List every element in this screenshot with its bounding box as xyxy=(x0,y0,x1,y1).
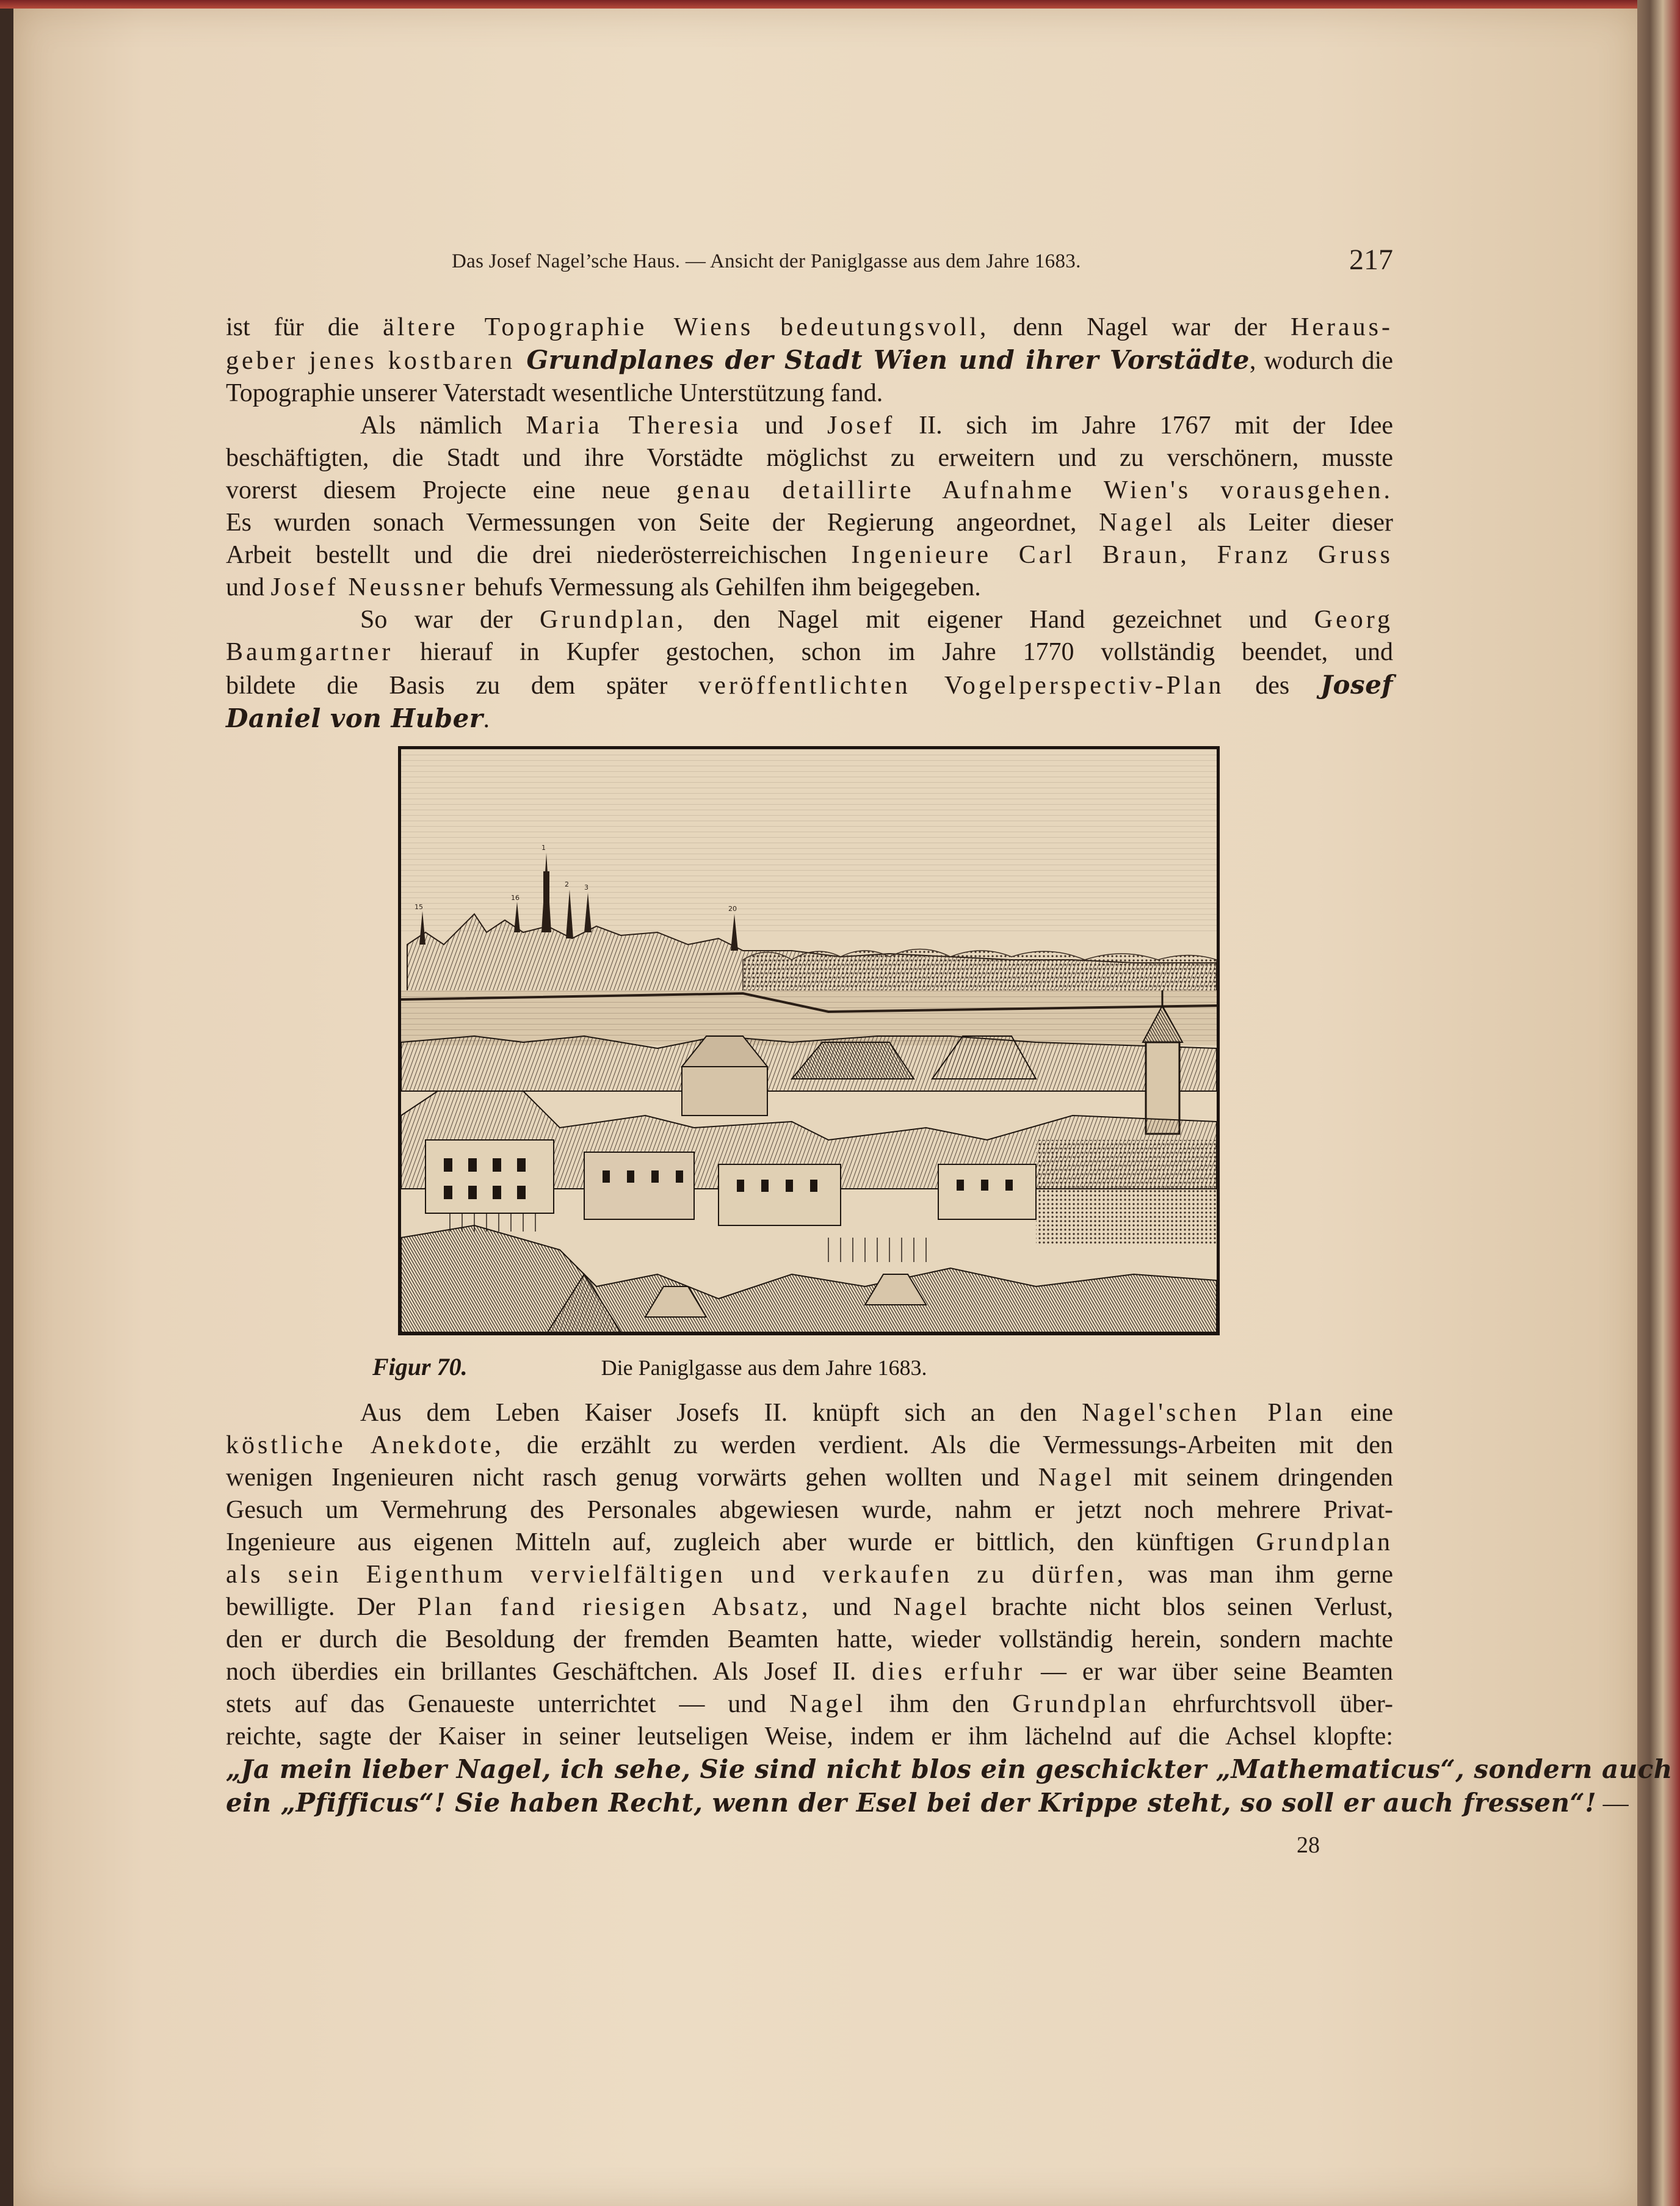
text-line: köstliche Anekdote, die erzählt zu werden verdient. Als die Vermessungs-Arbeiten mit den xyxy=(226,1431,1393,1459)
text-line: Daniel von Huber. xyxy=(226,703,490,733)
engraving-mark: 3 xyxy=(584,883,588,891)
text-line: und Josef Neussner behufs Vermessung als Gehilfen ihm beigegeben. xyxy=(226,573,981,601)
signature-mark: 28 xyxy=(1297,1832,1320,1858)
text-line: bildete die Basis zu dem später veröffentlichten Vogelperspectiv-Plan des Josef xyxy=(226,670,1393,700)
text-line: reichte, sagte der Kaiser in seiner leutseligen Weise, indem er ihm lächelnd auf die Achsel klopfte: xyxy=(226,1722,1393,1751)
text-line: Ingenieure aus eigenen Mitteln auf, zugleich aber wurde er bittlich, den künftigen Grundplan xyxy=(226,1528,1393,1556)
text-line: Als nämlich Maria Theresia und Josef II. sich im Jahre 1767 mit der Idee xyxy=(360,412,1394,440)
engraving-mark: 1 xyxy=(541,844,546,852)
engraving-illustration xyxy=(401,749,1217,1332)
text-line: Baumgartner hierauf in Kupfer gestochen, schon im Jahre 1770 vollständig beendet, und xyxy=(226,638,1393,666)
page-number: 217 xyxy=(1349,244,1393,276)
bottom-text-block xyxy=(226,1397,1673,1820)
text-line: ein „Pfifficus“! Sie haben Recht, wenn der Esel bei der Krippe steht, so soll er auch fressen“! — xyxy=(226,1788,1629,1818)
text-line: bewilligte. Der Plan fand riesigen Absatz, und Nagel brachte nicht blos seinen Verlust, xyxy=(226,1593,1393,1621)
text-line: den er durch die Besoldung der fremden Beamten hatte, wieder vollständig herein, sondern machte xyxy=(226,1625,1393,1653)
text-line: noch überdies ein brillantes Geschäftchen. Als Josef II. dies erfuhr — er war über seine Beamten xyxy=(226,1658,1393,1686)
text-line: Topographie unserer Vaterstadt wesentliche Unterstützung fand. xyxy=(226,379,883,407)
text-line: als sein Eigenthum vervielfältigen und verkaufen zu dürfen, was man ihm gerne xyxy=(226,1561,1393,1589)
engraving-mark: 2 xyxy=(565,880,569,888)
fraktur-quote: ein „Pfifficus“! Sie haben Recht, wenn der Esel bei der Krippe steht, so soll er auch fressen“! xyxy=(226,1788,1597,1818)
text-line: Gesuch um Vermehrung des Personales abgewiesen wurde, nahm er jetzt noch mehrere Privat- xyxy=(226,1496,1393,1524)
engraving-mark: 15 xyxy=(415,903,423,911)
figure-caption xyxy=(372,1352,1227,1381)
text-line: stets auf das Genaueste unterrichtet — und Nagel ihm den Grundplan ehrfurchtsvoll über- xyxy=(226,1690,1393,1718)
book-spine-edge xyxy=(1637,0,1680,2206)
book-top-edge xyxy=(0,0,1680,9)
fraktur-quote: „Ja mein lieber Nagel, ich sehe, Sie sind nicht blos ein geschickter „Mathematicus“, sondern auch xyxy=(226,1754,1673,1784)
text-line: wenigen Ingenieuren nicht rasch genug vorwärts gehen wollten und Nagel mit seinem dringenden xyxy=(226,1464,1393,1492)
text-line: ist für die ältere Topographie Wiens bedeutungsvoll, denn Nagel war der Heraus- xyxy=(226,313,1394,341)
text-line: So war der Grundplan, den Nagel mit eigener Hand gezeichnet und Georg xyxy=(360,606,1393,634)
text-line: geber jenes kostbaren Grundplanes der Stadt Wien und ihrer Vorstädte, wodurch die xyxy=(226,345,1393,375)
figure-caption-text: Die Paniglgasse aus dem Jahre 1683. xyxy=(601,1355,927,1380)
gardens xyxy=(1036,1140,1217,1244)
text-line: beschäftigten, die Stadt und ihre Vorstädte möglichst zu erweitern und zu verschönern, musste xyxy=(226,444,1393,472)
fraktur-title: Grundplanes der Stadt Wien und ihrer Vorstädte xyxy=(526,345,1250,375)
top-text-block xyxy=(226,311,1393,736)
text-line: Aus dem Leben Kaiser Josefs II. knüpft sich an den Nagel'schen Plan eine xyxy=(360,1399,1393,1427)
figure-label: Figur 70. xyxy=(372,1353,468,1381)
engraving-mark: 16 xyxy=(511,894,520,902)
figure-engraving xyxy=(398,746,1220,1335)
running-header: Das Josef Nagel’sche Haus. — Ansicht der Paniglgasse aus dem Jahre 1683. xyxy=(452,250,1081,272)
text-line: Es wurden sonach Vermessungen von Seite der Regierung angeordnet, Nagel als Leiter dieser xyxy=(226,509,1394,537)
engraving-mark: 20 xyxy=(728,905,737,913)
text-line: Arbeit bestellt und die drei niederösterreichischen Ingenieure Carl Braun, Franz Gruss xyxy=(226,541,1394,569)
text-line xyxy=(226,1753,1673,1787)
text-line: vorerst diesem Projecte eine neue genau detaillirte Aufnahme Wien's vorausgehen. xyxy=(226,476,1394,504)
